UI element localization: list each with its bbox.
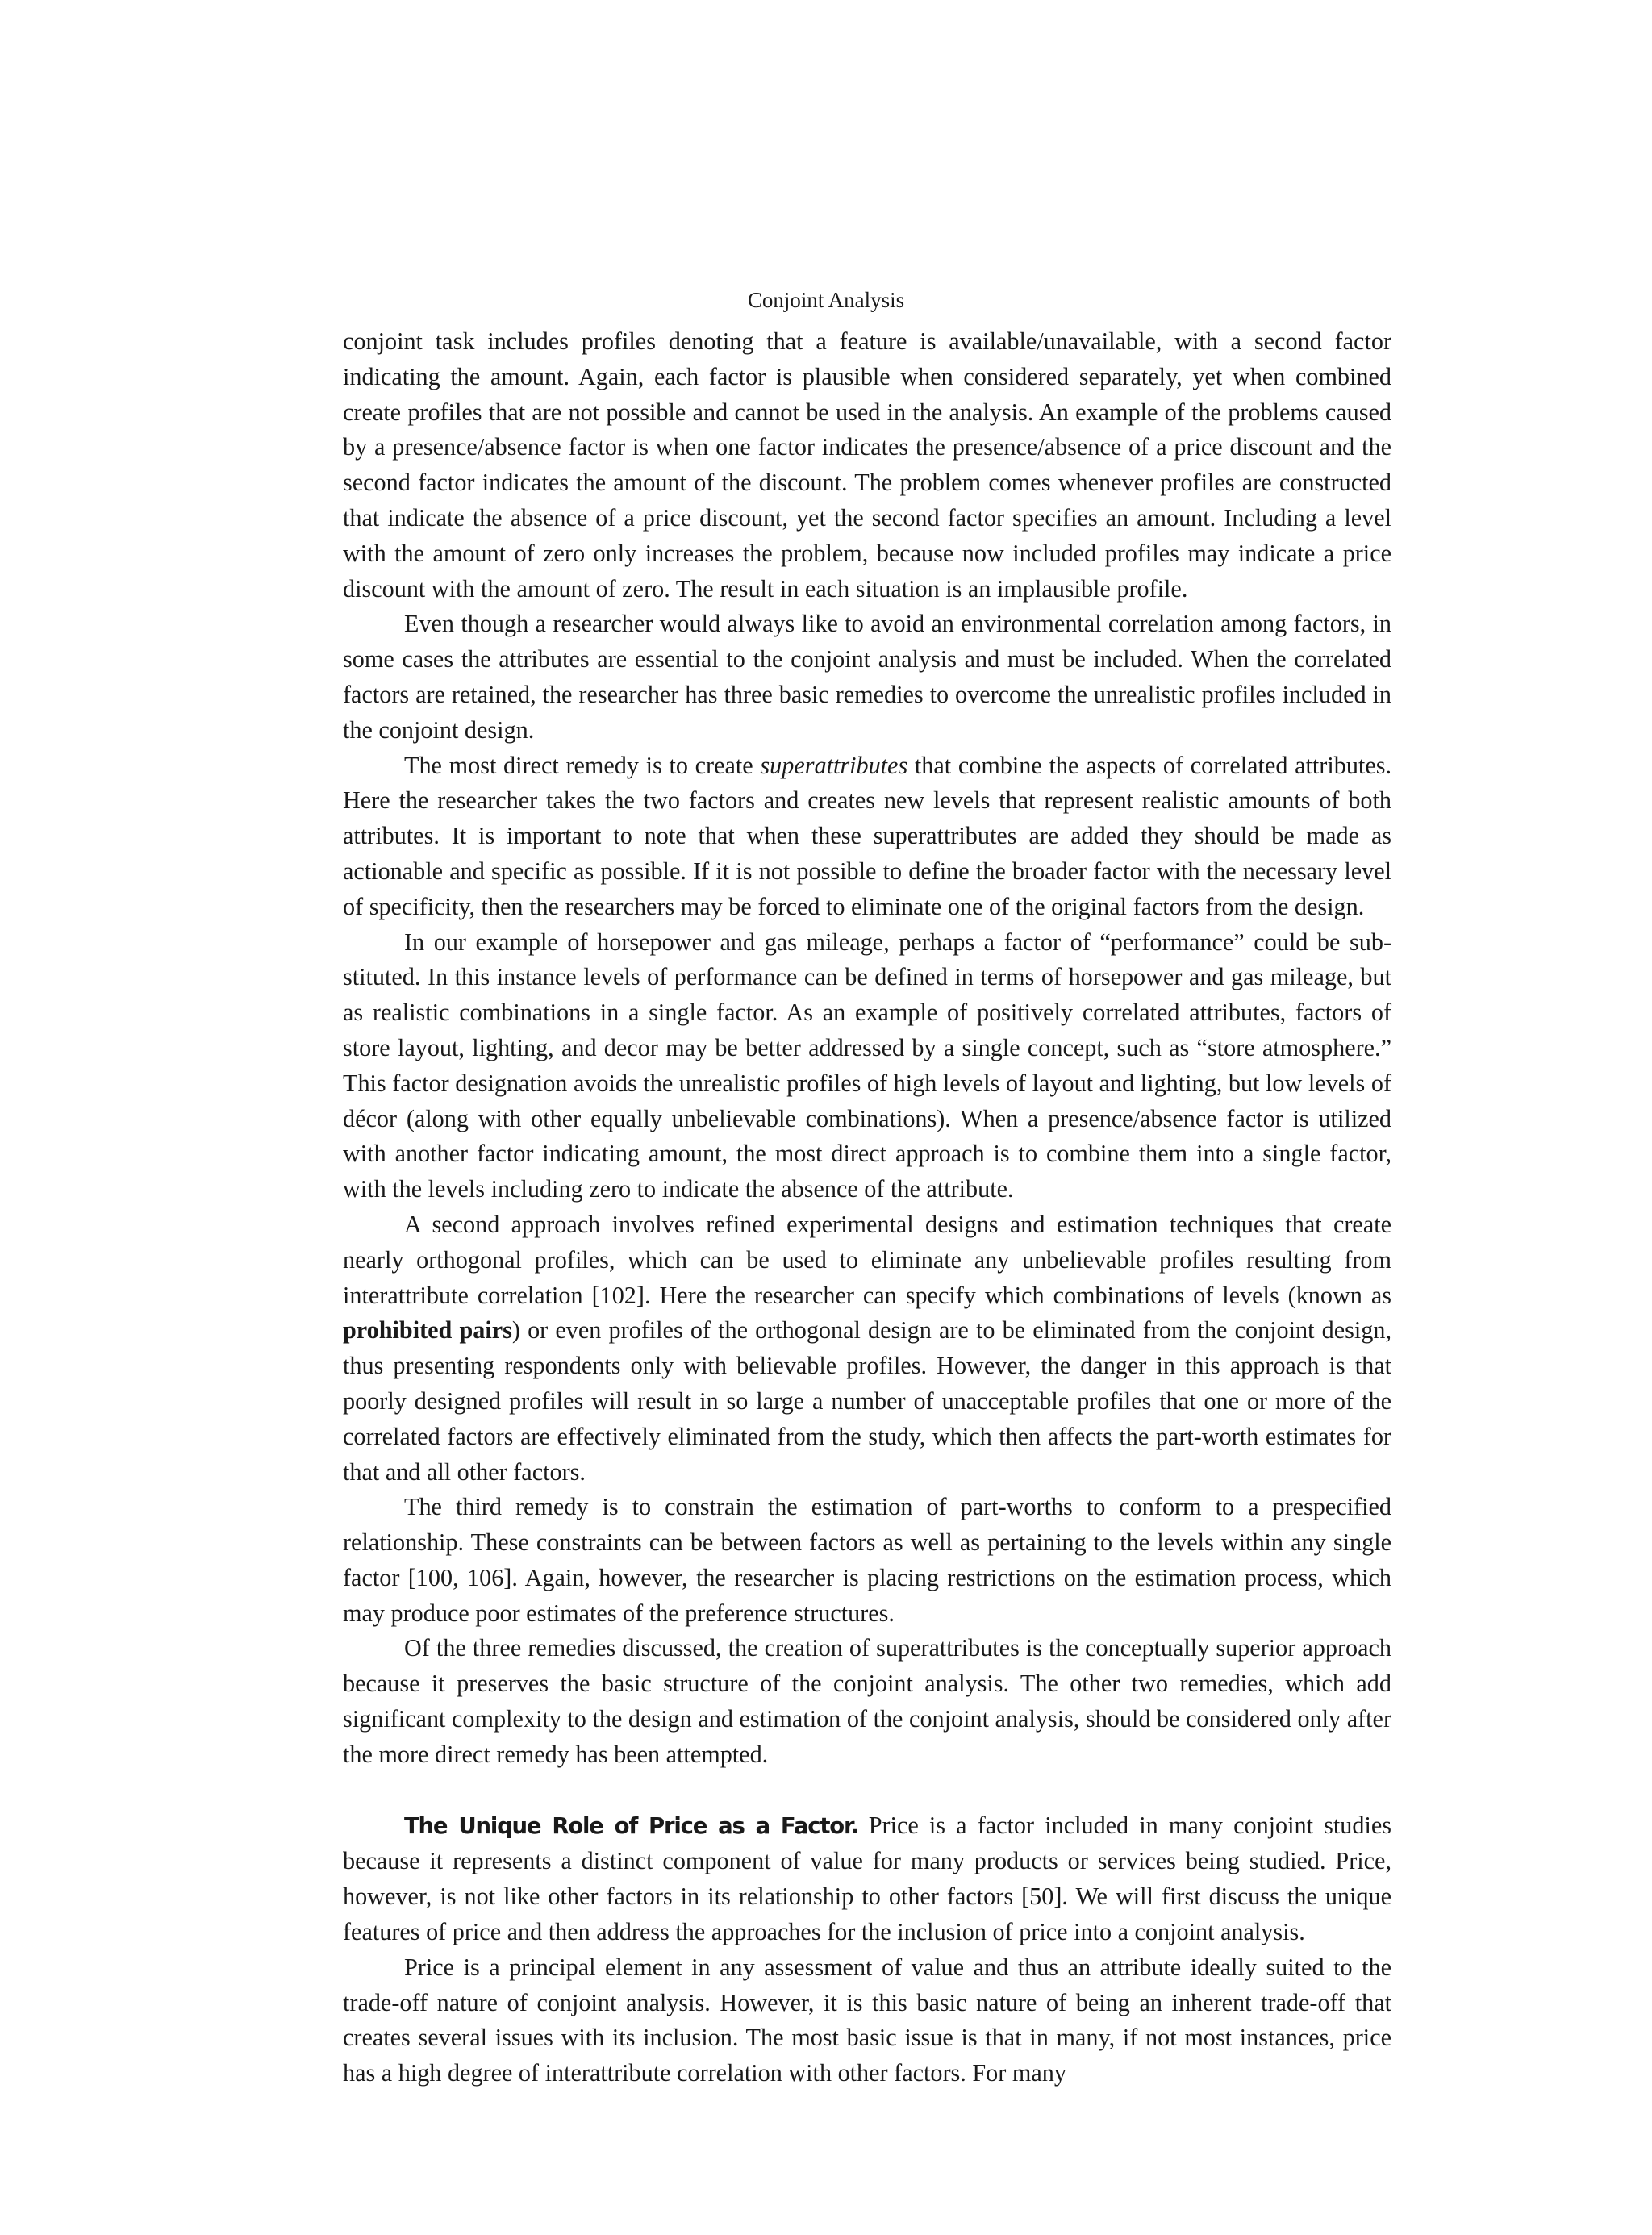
section-run-in-heading: The Unique Role of Price as a Factor. (404, 1812, 858, 1839)
bold-term: prohibited pairs (343, 1316, 512, 1345)
paragraph-third-remedy: The third remedy is to constrain the estimation of part-worths to conform to a prespecified relationship. These constraints can be between factors as well as pertaining to the levels within any single factor [100, 106]. Again, however, the researcher is placing restrictions on the estimation process, which may produce poor estimates of the preference structures. (343, 1493, 1391, 1627)
text-run: The most direct remedy is to create (404, 751, 761, 779)
paragraph-price-factor (343, 1808, 1391, 1950)
emphasis-term: superattributes (760, 751, 908, 779)
text-run: that combine the aspects of correlated attributes. Here the researcher takes the two factors and creates new levels that represent realistic amounts of both attributes. It is important to note that when these superattributes are added they should be made as actionable and specific as possible. If it is not possible to define the broader factor with the necessary level of specificity, then the researchers may be forced to eliminate one of the original factors from the design. (343, 751, 1392, 920)
paragraph-second-approach (343, 1207, 1391, 1490)
text-run: A second approach involves refined experimental designs and estimation techniques that create nearly orthogonal profiles, which can be used to eliminate any unbelievable profiles resulting from interattribute correlation [102]. Here the researcher can specify which combinations of levels (known as (343, 1210, 1391, 1309)
paragraph-price-tradeoff: Price is a principal element in any assessment of value and thus an attribute ideally suited to the trade-off nature of conjoint analysis. However, it is this basic nature of being an inherent trade-off that creates several issues with its inclusion. The most basic issue is that in many, if not most instances, price has a high degree of interattribute correlation with other factors. For many (343, 1953, 1391, 2087)
paragraph-correlated-factors: Even though a researcher would always like to avoid an environmental correlation among factors, in some cases the attributes are essential to the conjoint analysis and must be included. When the correlated factors are retained, the researcher has three basic remedies to overcome the unrealistic profiles included in the conjoint design. (343, 610, 1391, 744)
paragraph-presence-absence-problem: conjoint task includes profiles denoting that a feature is available/unavailable, with a second factor indicating the amount. Again, each factor is plausible when considered separately, yet when combined create profiles that are not possible and cannot be used in the analysis. An example of the problems caused by a presence/absence factor is when one factor indicates the presence/absence of a price discount and the second factor indicates the amount of the discount. The problem comes whenever profiles are constructed that indicate the absence of a price discount, yet the second factor specifies an amount. Including a level with the amount of zero only increases the problem, because now included profiles may indicate a price discount with the amount of zero. The result in each situation is an implausible profile. (343, 327, 1391, 603)
paragraph-performance-example: In our example of horsepower and gas mileage, perhaps a factor of “performance” could be substituted. In this instance levels of performance can be defined in terms of horsepower and gas mileage, but as realistic combinations in a single factor. As an example of positively correlated attributes, factors of store layout, lighting, and decor may be better addressed by a single concept, such as “store atmosphere.” This factor designation avoids the unrealistic profiles of high levels of layout and lighting, but low levels of décor (along with other equally unbelievable combinations). When a presence/absence factor is utilized with another factor indicating amount, the most direct approach is to combine them into a single factor, with the levels including zero to indicate the absence of the attribute. (343, 928, 1391, 1203)
running-head: Conjoint Analysis (747, 288, 905, 312)
body-text (343, 324, 1391, 2091)
paragraph-remedies-summary: Of the three remedies discussed, the creation of superattributes is the conceptually superior approach because it preserves the basic structure of the conjoint analysis. The other two remedies, which add significant complexity to the design and estimation of the conjoint analysis, should be considered only after the more direct remedy has been attempted. (343, 1634, 1391, 1768)
paragraph-superattributes (343, 748, 1391, 925)
text-run: ) or even profiles of the orthogonal design are to be eliminated from the conjoint design, thus presenting respondents only with believable profiles. However, the danger in this approach is that poorly designed profiles will result in so large a number of unacceptable profiles that one or more of the correlated factors are effectively eliminated from the study, which then affects the part-worth estimates for that and all other factors. (343, 1316, 1391, 1486)
text-run: Price is a factor included in many conjoint studies because it represents a distinct component of value for many products or services being studied. Price, however, is not like other factors in its relationship to other factors [50]. We will first discuss the unique features of price and then address the approaches for the inclusion of price into a conjoint analysis. (343, 1811, 1391, 1946)
